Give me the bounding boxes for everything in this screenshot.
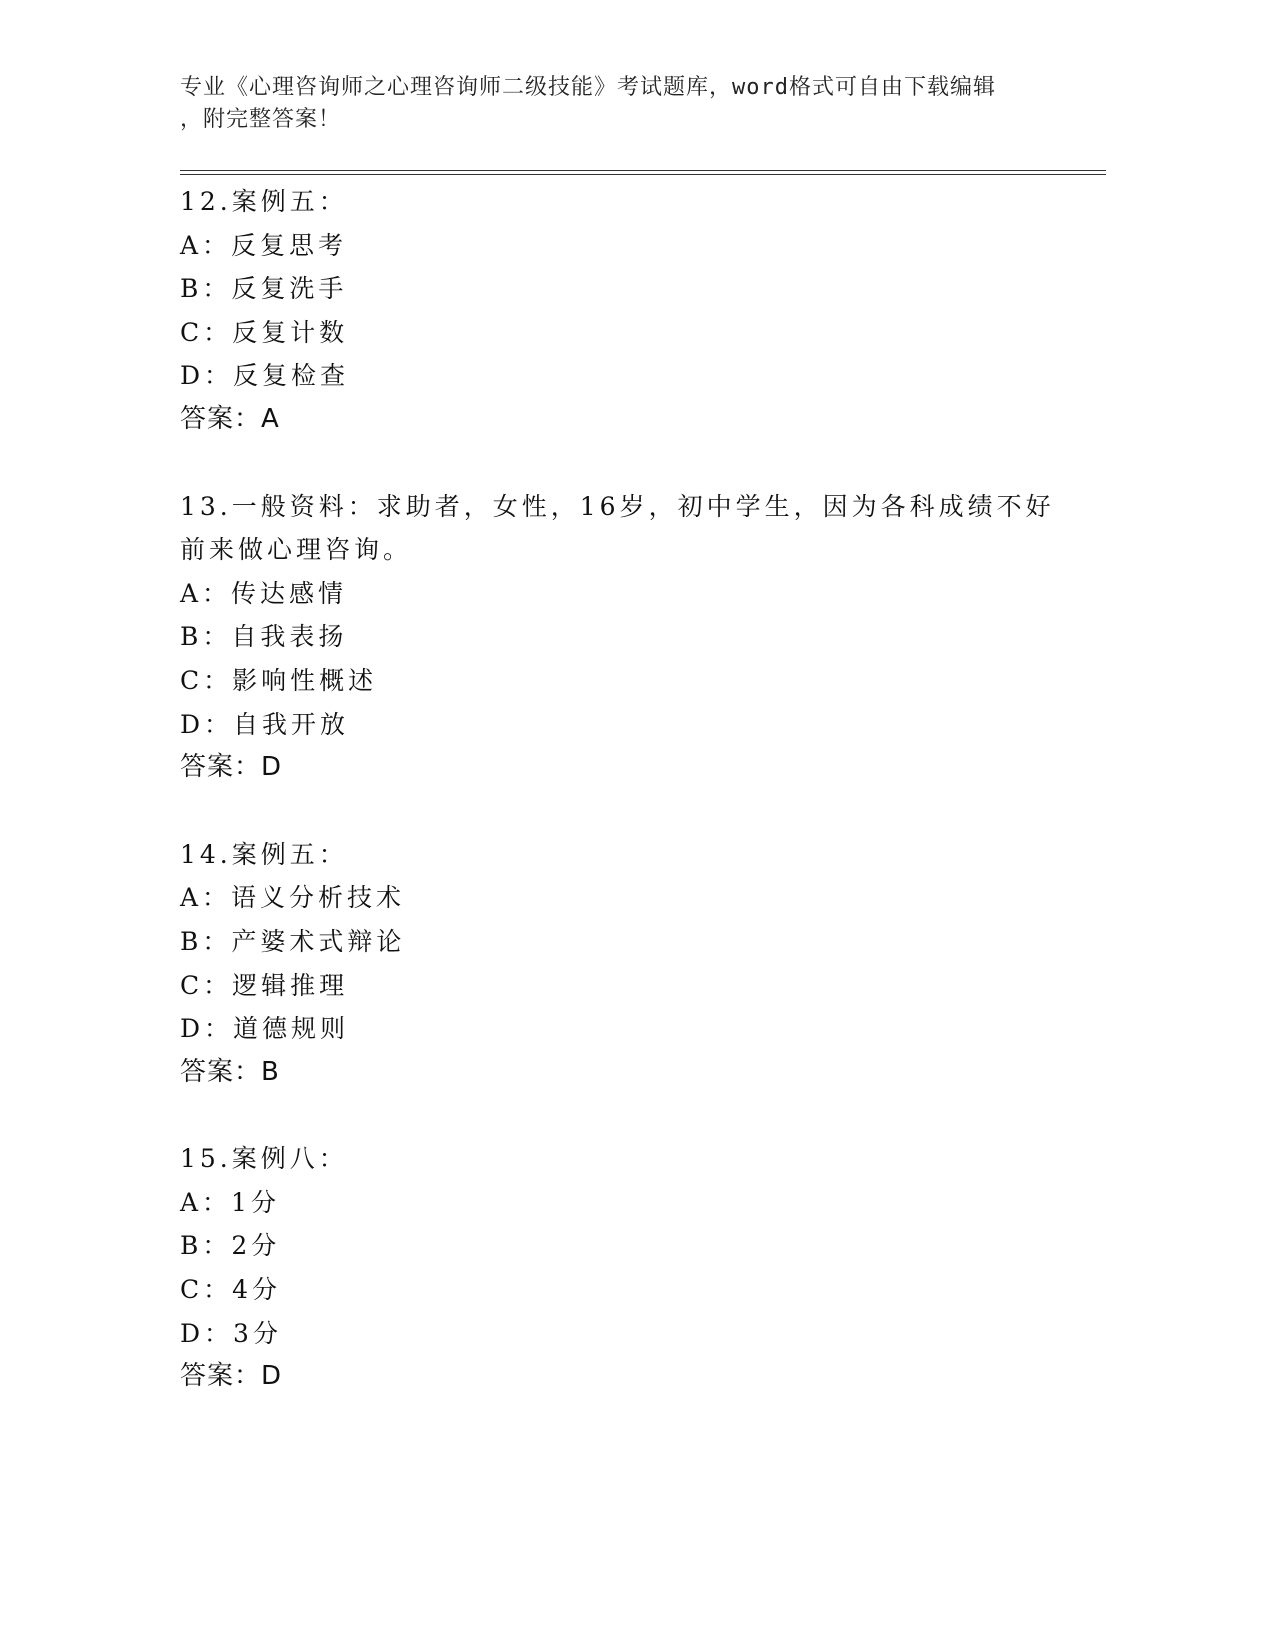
option-c: C：逻辑推理 <box>180 970 349 1000</box>
answer-line: 答案：D <box>180 752 283 783</box>
question-stem: 14.案例五： <box>180 839 348 869</box>
option-a: A：语义分析技术 <box>180 883 406 913</box>
option-c: C：反复计数 <box>180 317 349 347</box>
option-b: B：2分 <box>180 1231 281 1261</box>
question-list <box>180 180 1060 1442</box>
question-stem: 15.案例八： <box>180 1144 348 1174</box>
answer-line: 答案：A <box>180 403 280 434</box>
header-divider <box>180 170 1106 175</box>
document-header <box>180 72 1040 136</box>
option-d: D：自我开放 <box>180 709 350 739</box>
option-a: A：反复思考 <box>180 230 348 260</box>
header-line-2: ，附完整答案！ <box>180 107 342 132</box>
option-a: A：传达感情 <box>180 578 348 608</box>
option-d: D：道德规则 <box>180 1014 350 1044</box>
option-c: C：4分 <box>180 1275 282 1305</box>
option-b: B：产婆术式辩论 <box>180 926 406 956</box>
option-d: D：3分 <box>180 1318 282 1348</box>
question-stem: 12.案例五： <box>180 187 348 216</box>
question-13 <box>180 485 1060 790</box>
option-d: D：反复检查 <box>180 361 350 391</box>
option-b: B：反复洗手 <box>180 274 348 304</box>
option-a: A：1分 <box>180 1187 280 1217</box>
option-b: B：自我表扬 <box>180 622 348 652</box>
answer-line: 答案：B <box>180 1056 280 1087</box>
answer-line: 答案：D <box>180 1361 283 1392</box>
header-line-1: 专业《心理咨询师之心理咨询师二级技能》考试题库，word格式可自由下载编辑 <box>180 75 996 100</box>
question-15 <box>180 1137 1060 1399</box>
question-stem: 13.一般资料：求助者，女性，16岁，初中学生，因为各科成绩不好前来做心理咨询。 <box>180 491 1055 565</box>
question-14 <box>180 833 1060 1095</box>
question-12 <box>180 180 1060 442</box>
option-c: C：影响性概述 <box>180 665 378 695</box>
